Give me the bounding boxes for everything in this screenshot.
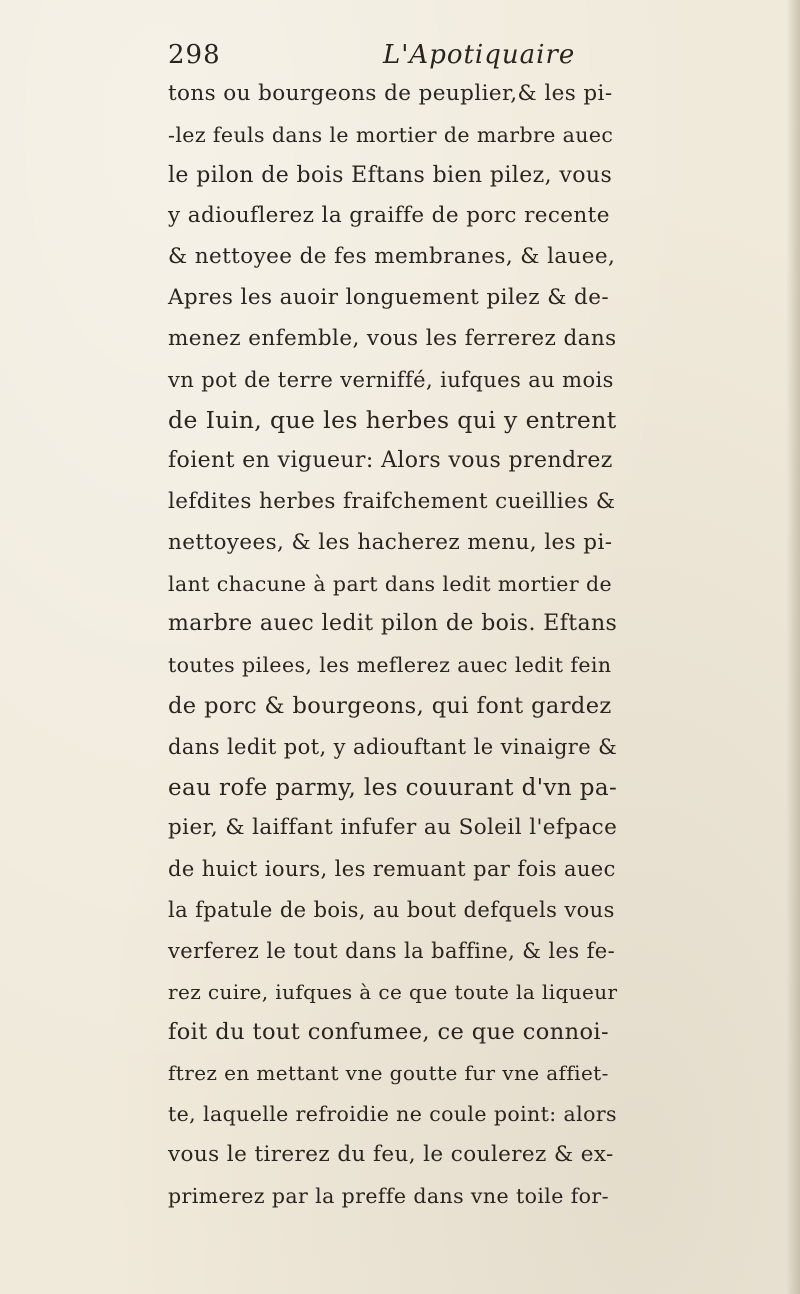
running-head: L'Apotiquaire xyxy=(383,40,576,70)
text-line: lant chacune à part dans ledit mortier de xyxy=(168,571,612,596)
text-line: pier, & laiffant infufer au Soleil l'efpace xyxy=(168,815,618,841)
text-line: verferez le tout dans la baffine, & les fe- xyxy=(168,938,616,963)
text-line: menez enfemble, vous les ferrerez dans xyxy=(168,325,617,351)
text-line: toutes pilees, les meflerez auec ledit fein xyxy=(168,653,612,678)
text-line: la fpatule de bois, au bout defquels vous xyxy=(168,897,615,922)
text-line: de huict iours, les remuant par fois auec xyxy=(168,857,616,882)
text-line: lefdites herbes fraifchement cueillies & xyxy=(168,488,616,514)
text-line: foit du tout confumee, ce que connoi- xyxy=(168,1019,610,1046)
text-line: y adiouflerez la graiffe de porc recente xyxy=(168,203,610,229)
text-line: le pilon de bois Eftans bien pilez, vous xyxy=(168,162,613,188)
text-line: ftrez en mettant vne goutte fur vne affiet- xyxy=(168,1061,609,1086)
text-line: de Iuin, que les herbes qui y entrent xyxy=(168,406,617,435)
text-line: nettoyees, & les hacherez menu, les pi- xyxy=(168,529,613,555)
text-line: -lez feuls dans le mortier de marbre auec xyxy=(168,122,614,147)
text-line: te, laquelle refroidie ne coule point: alors xyxy=(168,1101,617,1126)
text-line: & nettoyee de fes membranes, & lauee, xyxy=(168,244,616,270)
page-number: 298 xyxy=(168,40,221,70)
text-line: eau rofe parmy, les couurant d'vn pa- xyxy=(168,774,618,801)
page-edge-shadow xyxy=(786,0,800,1294)
text-line: dans ledit pot, y adiouftant le vinaigre & xyxy=(168,734,618,759)
body-text xyxy=(168,74,618,1216)
text-line: foient en vigueur: Alors vous prendrez xyxy=(168,448,613,474)
text-line: marbre auec ledit pilon de bois. Eftans xyxy=(168,611,618,637)
text-line: vn pot de terre verniffé, iufques au mois xyxy=(168,367,614,392)
text-line: primerez par la preffe dans vne toile for- xyxy=(168,1183,609,1208)
text-line: tons ou bourgeons de peuplier,& les pi- xyxy=(168,81,613,106)
text-line: vous le tirerez du feu, le coulerez & ex- xyxy=(168,1141,614,1167)
text-line: Apres les auoir longuement pilez & de- xyxy=(168,284,609,310)
text-line: de porc & bourgeons, qui font gardez xyxy=(168,692,612,719)
text-line: rez cuire, iufques à ce que toute la liqueur xyxy=(168,979,618,1004)
